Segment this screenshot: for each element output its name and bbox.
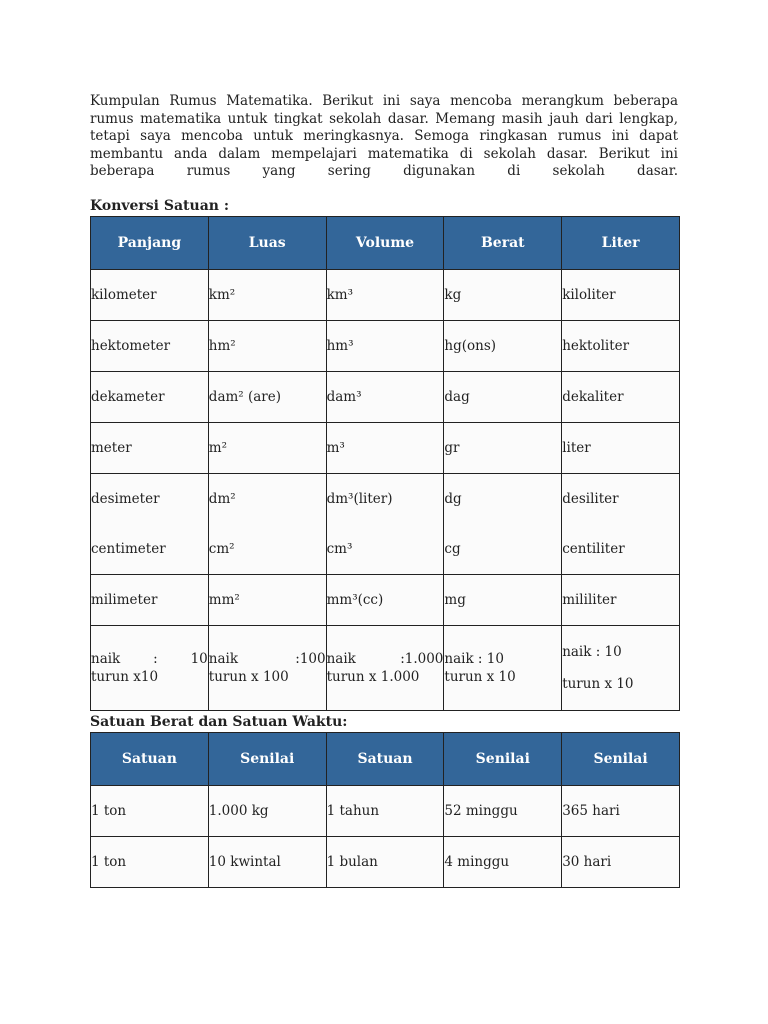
cell-text: turun x 10 bbox=[444, 669, 516, 685]
cell-text: turun x 1.000 bbox=[326, 669, 420, 685]
table-cell: dam³ bbox=[326, 372, 444, 423]
table-cell: centimeter bbox=[91, 524, 209, 575]
weight-time-table bbox=[90, 732, 680, 888]
table-cell: 365 hari bbox=[562, 786, 680, 837]
table-row bbox=[91, 321, 680, 372]
table-cell: mililiter bbox=[562, 575, 680, 626]
table-row bbox=[91, 372, 680, 423]
table-row bbox=[91, 270, 680, 321]
header-cell: Luas bbox=[208, 217, 326, 270]
table-cell: dekameter bbox=[91, 372, 209, 423]
table-cell: mg bbox=[444, 575, 562, 626]
table-cell: cm³ bbox=[326, 524, 444, 575]
table-cell: hektometer bbox=[91, 321, 209, 372]
cell-text: naik : 10 bbox=[444, 651, 504, 667]
table-cell: m³ bbox=[326, 423, 444, 474]
table-cell: hm² bbox=[208, 321, 326, 372]
cell-text: 10 bbox=[190, 651, 208, 667]
table-cell: dm² bbox=[208, 474, 326, 525]
table-cell: 1 tahun bbox=[326, 786, 444, 837]
table-cell: dm³(liter) bbox=[326, 474, 444, 525]
table-cell: 1 ton bbox=[91, 837, 209, 888]
table-row bbox=[91, 837, 680, 888]
header-cell: Berat bbox=[444, 217, 562, 270]
table-cell: 30 hari bbox=[562, 837, 680, 888]
table-cell: meter bbox=[91, 423, 209, 474]
table-cell: dekaliter bbox=[562, 372, 680, 423]
cell-line bbox=[91, 650, 208, 668]
cell-text: naik bbox=[91, 651, 121, 667]
intro-paragraph: Kumpulan Rumus Matematika. Berikut ini saya mencoba merangkum beberapa rumus matematika untuk tingkat sekolah dasar. Memang masih jauh dari lengkap, tetapi saya mencoba untuk meringkasnya. Semoga ringkasan rumus ini dapat membantu anda dalam mempelajari matematika di sekolah dasar. Berikut ini beberapa rumus yang sering digunakan di sekolah dasar. bbox=[90, 93, 678, 180]
cell-text: turun x 100 bbox=[208, 669, 289, 685]
table-cell bbox=[91, 626, 209, 711]
table-row bbox=[91, 474, 680, 525]
cell-text: naik : 10 bbox=[562, 644, 622, 660]
table-header-row bbox=[91, 733, 680, 786]
table-cell: dag bbox=[444, 372, 562, 423]
header-cell: Satuan bbox=[326, 733, 444, 786]
table-cell: milimeter bbox=[91, 575, 209, 626]
table-cell: 52 minggu bbox=[444, 786, 562, 837]
section-title-berat-waktu: Satuan Berat dan Satuan Waktu: bbox=[90, 714, 348, 730]
table-cell: centiliter bbox=[562, 524, 680, 575]
table-cell: mm³(cc) bbox=[326, 575, 444, 626]
cell-line bbox=[327, 650, 444, 668]
cell-text: naik bbox=[208, 651, 239, 667]
table-cell: gr bbox=[444, 423, 562, 474]
table-cell: cm² bbox=[208, 524, 326, 575]
table-cell: km³ bbox=[326, 270, 444, 321]
table-cell: 4 minggu bbox=[444, 837, 562, 888]
table-cell: 10 kwintal bbox=[208, 837, 326, 888]
table-cell: m² bbox=[208, 423, 326, 474]
conversion-table bbox=[90, 216, 680, 711]
table-row-conversion-rule bbox=[91, 626, 680, 711]
table-cell: km² bbox=[208, 270, 326, 321]
table-cell: kiloliter bbox=[562, 270, 680, 321]
table-cell: desiliter bbox=[562, 474, 680, 525]
header-cell: Senilai bbox=[208, 733, 326, 786]
table-cell: dam² (are) bbox=[208, 372, 326, 423]
header-cell: Liter bbox=[562, 217, 680, 270]
cell-line bbox=[209, 650, 326, 668]
cell-text: :1.000 bbox=[400, 651, 444, 667]
table-cell: mm² bbox=[208, 575, 326, 626]
table-cell: hektoliter bbox=[562, 321, 680, 372]
cell-text: turun x 10 bbox=[562, 676, 634, 692]
table-row bbox=[91, 786, 680, 837]
section-title-konversi: Konversi Satuan : bbox=[90, 198, 229, 214]
header-cell: Senilai bbox=[444, 733, 562, 786]
table-cell bbox=[326, 626, 444, 711]
table-cell: kilometer bbox=[91, 270, 209, 321]
header-cell: Satuan bbox=[91, 733, 209, 786]
table-cell bbox=[444, 626, 562, 711]
table-header-row bbox=[91, 217, 680, 270]
table-cell: cg bbox=[444, 524, 562, 575]
table-cell: kg bbox=[444, 270, 562, 321]
cell-text: turun x10 bbox=[91, 669, 159, 685]
cell-text: naik bbox=[326, 651, 356, 667]
table-cell: 1 ton bbox=[91, 786, 209, 837]
table-cell: 1 bulan bbox=[326, 837, 444, 888]
table-row bbox=[91, 575, 680, 626]
table-cell: dg bbox=[444, 474, 562, 525]
cell-text: : bbox=[153, 651, 158, 667]
table-row bbox=[91, 423, 680, 474]
table-cell bbox=[208, 626, 326, 711]
table-cell: hm³ bbox=[326, 321, 444, 372]
header-cell: Panjang bbox=[91, 217, 209, 270]
table-row bbox=[91, 524, 680, 575]
header-cell: Volume bbox=[326, 217, 444, 270]
table-cell: liter bbox=[562, 423, 680, 474]
cell-text: :100 bbox=[295, 651, 326, 667]
table-cell: desimeter bbox=[91, 474, 209, 525]
header-cell: Senilai bbox=[562, 733, 680, 786]
table-cell: 1.000 kg bbox=[208, 786, 326, 837]
table-cell: hg(ons) bbox=[444, 321, 562, 372]
table-cell bbox=[562, 626, 680, 711]
